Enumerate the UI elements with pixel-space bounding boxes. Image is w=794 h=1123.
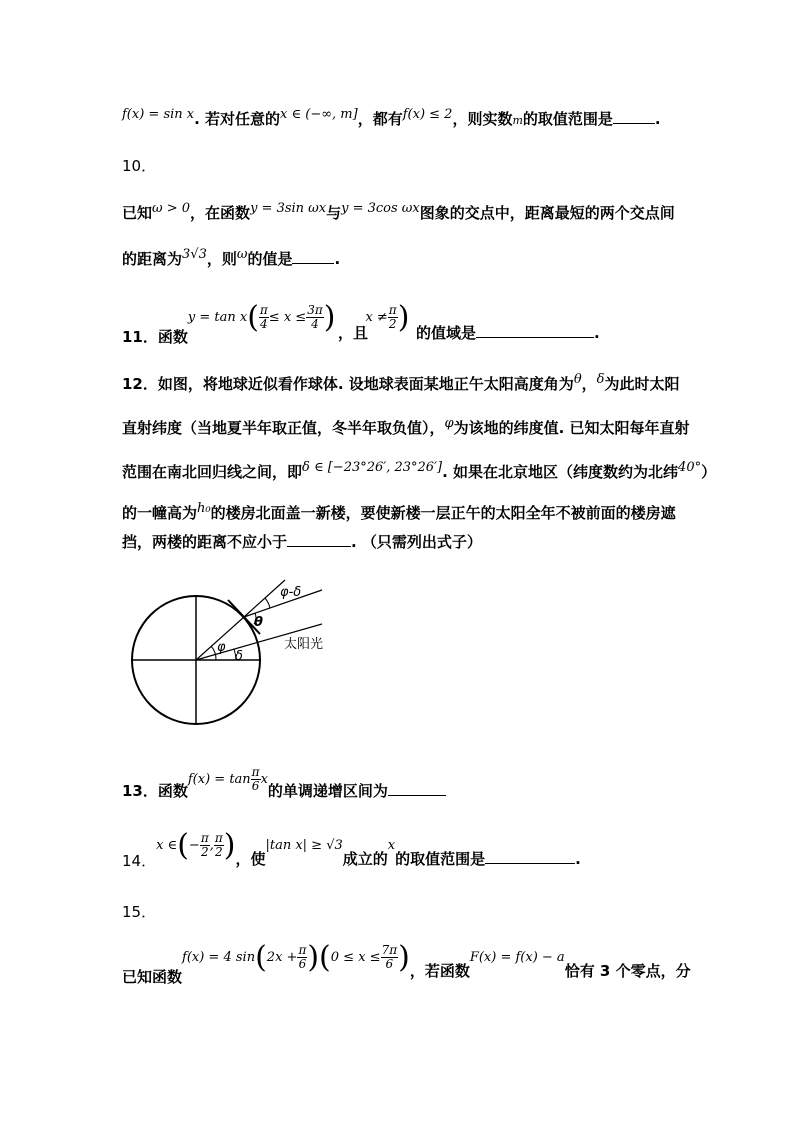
q9-answer-blank[interactable] (613, 111, 655, 124)
q10-math-distance: 3√3 (182, 247, 207, 262)
q15-paren-open: ( (255, 940, 267, 975)
q12-line-1 (122, 373, 680, 394)
q11-frac-3pi4: $\frac{3\pi}{4}$ (307, 303, 323, 331)
q13-text-1: 的单调递增区间为 (267, 782, 388, 800)
q12-math-range: δ ∈ [−23°26′, 23°26′] (302, 460, 443, 475)
label-phi-delta: φ-δ (280, 585, 302, 600)
q12-answer-blank[interactable] (287, 534, 351, 547)
q9-math-x-range: x ∈ (−∞, m] (280, 107, 358, 122)
label-phi: φ (217, 640, 226, 655)
label-delta: δ (235, 649, 243, 664)
q12-text-5a: 挡，两楼的距离不应小于 (122, 533, 288, 551)
q14-text-4: . (575, 850, 581, 868)
label-theta: θ (254, 615, 263, 630)
q12-math-theta: θ (573, 372, 582, 387)
q12-text-5b: . （只需列出式子） (351, 533, 482, 551)
q15-text-3: 恰有 3 个零点，分 (564, 962, 691, 980)
q15-paren-close-2: ) (398, 940, 410, 975)
q11-math-neq: x ≠ (365, 310, 388, 325)
q13-math-f: f(x) = tan (187, 772, 251, 787)
q15-text-2: ，若函数 (409, 962, 470, 980)
q15-paren-open-2: ( (319, 940, 331, 975)
q14-math-x-in: x ∈ (156, 838, 178, 853)
q14-frac-neg-pi2: $\frac{\pi}{2}$ (200, 831, 209, 859)
q10-math-cos: y = 3cos ωx (341, 201, 420, 216)
q14-answer-blank[interactable] (485, 851, 575, 864)
q9-math-f: f(x) = sin x (122, 107, 195, 122)
q11-paren-close-2: ) (397, 300, 410, 335)
q10-math-omega: ω (236, 247, 248, 262)
q12-line-2 (122, 417, 690, 438)
q10-text-4: 图象的交点中，距离最短的两个交点间 (419, 204, 675, 222)
q15-math-F: F(x) = f(x) − a (469, 950, 565, 965)
q12-text-1a: 12．如图，将地球近似看作球体. 设地球表面某地正午太阳高度角为 (122, 375, 574, 393)
q15-frac-pi6: $\frac{\pi}{6}$ (298, 943, 307, 971)
earth-sun-diagram (120, 566, 360, 736)
q14-math-tan: |tan x| ≥ √3 (265, 838, 343, 853)
q15-line (122, 940, 691, 986)
q12-math-h0: h₀ (197, 501, 211, 516)
q12-line-3 (122, 461, 716, 482)
q10-text-1: 已知 (122, 204, 153, 222)
q14-neg-sign: − (188, 838, 200, 853)
q11-text-3: . (594, 324, 600, 342)
q9-text-3: ，则实数 (452, 110, 513, 128)
q12-text-3b: . 如果在北京地区（纬度数约为北纬 (442, 463, 679, 481)
q11-frac-pi4: $\frac{\pi}{4}$ (259, 303, 268, 331)
q12-line-4 (122, 502, 676, 523)
q15-frac-7pi6: $\frac{7\pi}{6}$ (381, 943, 398, 971)
q12-math-phi: φ (444, 416, 454, 431)
q9-text-2: ，都有 (357, 110, 403, 128)
q14-math-x: x (387, 838, 396, 853)
q14-text-1: ，使 (235, 850, 266, 868)
q10-number: 10． (122, 157, 157, 175)
q12-text-2b: 为该地的纬度值. 已知太阳每年直射 (453, 419, 690, 437)
q10-text-2: ，在函数 (190, 204, 251, 222)
q9-text-5: . (654, 110, 661, 128)
q12-text-3a: 范围在南北回归线之间，即 (122, 463, 303, 481)
q11-line-b (338, 322, 600, 343)
q13-number: 13．函数 (122, 782, 188, 800)
angle-arc-phi-delta (265, 598, 270, 608)
q11-frac-pi2: $\frac{\pi}{2}$ (388, 303, 397, 331)
q13-math-x: x (260, 772, 268, 787)
q9-text-1: . 若对任意的 (194, 110, 281, 128)
q15-number: 15． (122, 903, 157, 921)
q12-line-5 (122, 531, 482, 552)
q12-text-4b: 的楼房北面盖一新楼，要使新楼一层正午的太阳全年不被前面的楼房遮 (210, 504, 676, 522)
q9-math-fx-le: f(x) ≤ 2 (402, 107, 453, 122)
q10-line-2 (122, 248, 340, 269)
q11-text-2: 的值域是 (416, 324, 477, 342)
q10-line-1 (122, 202, 675, 223)
q15-paren-close: ) (307, 940, 320, 975)
q15-math-f: f(x) = 4 sin (182, 950, 256, 965)
q13-frac-pi6: $\frac{\pi}{6}$ (251, 765, 260, 793)
q14-paren-close: ) (223, 828, 236, 863)
label-sunlight: 太阳光 (284, 637, 324, 652)
q10-text-6: ，则 (206, 250, 237, 268)
q11-answer-blank[interactable] (476, 325, 594, 338)
q15-math-2x: 2x + (266, 950, 298, 965)
q12-text-2a: 直射纬度（当地夏半年取正值，冬半年取负值）， (122, 419, 445, 437)
q10-math-sin: y = 3sin ωx (250, 201, 327, 216)
q14-comma: , (209, 838, 214, 853)
q13-answer-blank[interactable] (388, 783, 446, 796)
q14-paren-open: ( (177, 828, 189, 863)
q14-number: 14． (122, 852, 157, 870)
q9-text-4: 的取值范围是 (522, 110, 613, 128)
q10-math-omega-pos: ω > 0 (152, 201, 191, 216)
q15-math-domain: 0 ≤ x ≤ (330, 950, 381, 965)
angle-arc-phi (211, 646, 216, 660)
q11-paren-open: ( (247, 300, 259, 335)
q12-text-3c: ） (701, 463, 717, 481)
q9-line (122, 108, 661, 129)
q12-text-1b: ， (581, 375, 597, 393)
q10-text-8: . (334, 250, 341, 268)
q11-math-y: y = tan x (187, 310, 248, 325)
q14-frac-pi2: $\frac{\pi}{2}$ (214, 831, 223, 859)
q12-text-4a: 的一幢高为 (122, 504, 198, 522)
q14-line (122, 828, 581, 870)
q15-text-1: 已知函数 (122, 968, 183, 986)
q10-text-3: 与 (326, 204, 342, 222)
q11-math-le: ≤ x ≤ (268, 310, 307, 325)
q11-number: 11．函数 (122, 328, 188, 346)
q11-paren-close: ) (323, 300, 336, 335)
q10-text-7: 的值是 (247, 250, 293, 268)
q12-math-delta: δ (596, 372, 605, 387)
q11-text-1: ，且 (338, 324, 369, 342)
q13-line (122, 765, 446, 800)
q14-text-2: 成立的 (342, 850, 388, 868)
q10-text-5: 的距离为 (122, 250, 183, 268)
q12-text-1c: 为此时太阳 (604, 375, 680, 393)
q10-answer-blank[interactable] (292, 251, 334, 264)
q9-math-m: m (512, 114, 523, 127)
q12-math-lat: 40° (678, 460, 702, 475)
q14-text-3: 的取值范围是 (395, 850, 486, 868)
zenith-line (244, 580, 285, 617)
